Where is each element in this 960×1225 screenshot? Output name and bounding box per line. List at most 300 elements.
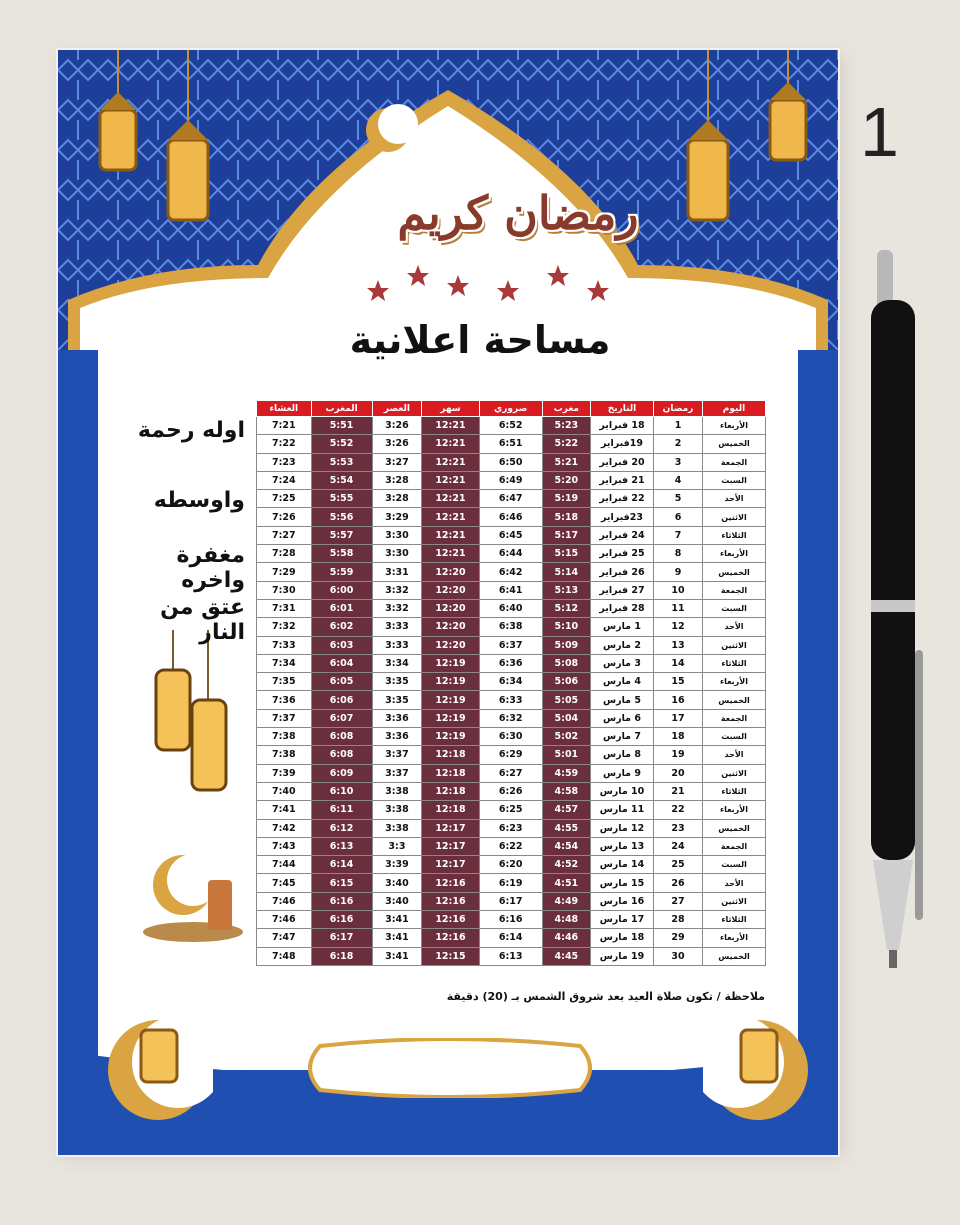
table-cell: 6:20 bbox=[479, 856, 542, 874]
table-row bbox=[257, 490, 766, 508]
table-cell: الاثنين bbox=[703, 892, 766, 910]
table-row bbox=[257, 618, 766, 636]
table-cell: 6:51 bbox=[479, 435, 542, 453]
table-cell: 9 bbox=[654, 563, 703, 581]
hanging-lanterns-left-icon bbox=[78, 50, 238, 280]
side-text-line: مغفرة واخره bbox=[176, 543, 245, 593]
table-cell: الأحد bbox=[703, 874, 766, 892]
table-cell: 28 فبراير bbox=[591, 599, 654, 617]
table-cell: 7:30 bbox=[257, 581, 312, 599]
table-cell: 7:23 bbox=[257, 453, 312, 471]
table-cell: 4:45 bbox=[542, 947, 590, 965]
table-cell: 7:46 bbox=[257, 892, 312, 910]
table-cell: 6:46 bbox=[479, 508, 542, 526]
table-cell: 12 bbox=[654, 618, 703, 636]
title-text: رمضان كريم bbox=[397, 186, 639, 240]
table-row bbox=[257, 563, 766, 581]
table-cell: 5:06 bbox=[542, 673, 590, 691]
table-cell: 6:06 bbox=[311, 691, 372, 709]
table-cell: 20 فبراير bbox=[591, 453, 654, 471]
table-cell: 12:21 bbox=[422, 453, 479, 471]
table-cell: 3:38 bbox=[372, 782, 422, 800]
table-row bbox=[257, 435, 766, 453]
table-cell: 3:31 bbox=[372, 563, 422, 581]
table-cell: 6:30 bbox=[479, 728, 542, 746]
table-cell: 7:22 bbox=[257, 435, 312, 453]
table-row bbox=[257, 801, 766, 819]
table-row bbox=[257, 709, 766, 727]
table-cell: 2 bbox=[654, 435, 703, 453]
table-cell: 6:08 bbox=[311, 746, 372, 764]
table-cell: 6:07 bbox=[311, 709, 372, 727]
table-cell: 7:25 bbox=[257, 490, 312, 508]
table-cell: 7:41 bbox=[257, 801, 312, 819]
bottom-label-frame bbox=[300, 1038, 600, 1098]
table-cell: 7:37 bbox=[257, 709, 312, 727]
table-cell: 7:24 bbox=[257, 471, 312, 489]
table-row bbox=[257, 728, 766, 746]
table-row bbox=[257, 929, 766, 947]
table-header-cell: صروري bbox=[479, 401, 542, 417]
table-cell: 4:58 bbox=[542, 782, 590, 800]
side-lanterns-icon bbox=[148, 630, 238, 830]
table-cell: 12:19 bbox=[422, 728, 479, 746]
table-cell: 3:35 bbox=[372, 691, 422, 709]
table-cell: 3 مارس bbox=[591, 654, 654, 672]
table-cell: 22 bbox=[654, 801, 703, 819]
table-cell: الثلاثاء bbox=[703, 654, 766, 672]
table-cell: 9 مارس bbox=[591, 764, 654, 782]
table-cell: 4:46 bbox=[542, 929, 590, 947]
table-cell: 7:45 bbox=[257, 874, 312, 892]
table-cell: 12:21 bbox=[422, 526, 479, 544]
table-cell: 14 bbox=[654, 654, 703, 672]
table-cell: 6:50 bbox=[479, 453, 542, 471]
table-cell: 8 bbox=[654, 545, 703, 563]
table-header-cell: التاريخ bbox=[591, 401, 654, 417]
table-cell: الاثنين bbox=[703, 508, 766, 526]
table-cell: 7 bbox=[654, 526, 703, 544]
table-cell: 6:52 bbox=[479, 417, 542, 435]
table-cell: 20 bbox=[654, 764, 703, 782]
table-row bbox=[257, 947, 766, 965]
table-cell: 25 bbox=[654, 856, 703, 874]
table-cell: 23فبراير bbox=[591, 508, 654, 526]
title-banner bbox=[358, 178, 678, 268]
table-cell: 6:25 bbox=[479, 801, 542, 819]
table-cell: 6:01 bbox=[311, 599, 372, 617]
table-cell: 3:38 bbox=[372, 819, 422, 837]
table-cell: 5:18 bbox=[542, 508, 590, 526]
table-cell: 5:54 bbox=[311, 471, 372, 489]
table-row bbox=[257, 417, 766, 435]
table-cell: 5:23 bbox=[542, 417, 590, 435]
table-cell: 6:22 bbox=[479, 837, 542, 855]
table-row bbox=[257, 654, 766, 672]
table-cell: 5:08 bbox=[542, 654, 590, 672]
pen-icon bbox=[855, 250, 945, 980]
table-header-cell: سهر bbox=[422, 401, 479, 417]
table-cell: 5:56 bbox=[311, 508, 372, 526]
table-cell: 22 فبراير bbox=[591, 490, 654, 508]
table-cell: 3:34 bbox=[372, 654, 422, 672]
table-cell: 15 bbox=[654, 673, 703, 691]
table-cell: 3:26 bbox=[372, 435, 422, 453]
table-cell: 3:39 bbox=[372, 856, 422, 874]
table-cell: 5:01 bbox=[542, 746, 590, 764]
table-cell: 12 مارس bbox=[591, 819, 654, 837]
table-cell: 5:04 bbox=[542, 709, 590, 727]
table-cell: 6:18 bbox=[311, 947, 372, 965]
table-cell: 12:17 bbox=[422, 856, 479, 874]
table-cell: 7:21 bbox=[257, 417, 312, 435]
table-cell: 6:36 bbox=[479, 654, 542, 672]
table-cell: 7:27 bbox=[257, 526, 312, 544]
table-cell: 3:30 bbox=[372, 526, 422, 544]
table-header-cell: اليوم bbox=[703, 401, 766, 417]
table-cell: 6:16 bbox=[311, 911, 372, 929]
table-cell: 5:58 bbox=[311, 545, 372, 563]
table-cell: 6:17 bbox=[479, 892, 542, 910]
table-cell: 7:35 bbox=[257, 673, 312, 691]
table-cell: الأربعاء bbox=[703, 929, 766, 947]
side-text-line: واوسطه bbox=[153, 488, 245, 513]
table-cell: 3:37 bbox=[372, 746, 422, 764]
table-body bbox=[257, 417, 766, 966]
table-cell: 18 فبراير bbox=[591, 417, 654, 435]
table-cell: 3:28 bbox=[372, 471, 422, 489]
table-cell: 7 مارس bbox=[591, 728, 654, 746]
table-cell: الخميس bbox=[703, 947, 766, 965]
table-cell: 19فبراير bbox=[591, 435, 654, 453]
table-cell: 11 bbox=[654, 599, 703, 617]
table-cell: 3:33 bbox=[372, 636, 422, 654]
table-cell: 12:20 bbox=[422, 599, 479, 617]
table-cell: 4:54 bbox=[542, 837, 590, 855]
table-cell: السبت bbox=[703, 728, 766, 746]
table-cell: 4:51 bbox=[542, 874, 590, 892]
table-row bbox=[257, 892, 766, 910]
table-cell: 5:21 bbox=[542, 453, 590, 471]
table-cell: 5:12 bbox=[542, 599, 590, 617]
table-cell: 27 فبراير bbox=[591, 581, 654, 599]
table-header-row bbox=[257, 401, 766, 417]
table-cell: 3:26 bbox=[372, 417, 422, 435]
table-cell: 11 مارس bbox=[591, 801, 654, 819]
table-cell: 5 مارس bbox=[591, 691, 654, 709]
table-cell: 3:37 bbox=[372, 764, 422, 782]
table-cell: 3:32 bbox=[372, 581, 422, 599]
footnote: ملاحظة / تكون صلاة العيد بعد شروق الشمس بـ (20) دقيقة bbox=[446, 990, 765, 1003]
table-cell: 6:45 bbox=[479, 526, 542, 544]
table-row bbox=[257, 636, 766, 654]
table-header-cell: العشاء bbox=[257, 401, 312, 417]
table-cell: 6:32 bbox=[479, 709, 542, 727]
table-cell: 6:09 bbox=[311, 764, 372, 782]
crescent-lantern-left-icon bbox=[103, 1000, 213, 1130]
table-cell: 6:26 bbox=[479, 782, 542, 800]
table-cell: 13 مارس bbox=[591, 837, 654, 855]
table-cell: 4:49 bbox=[542, 892, 590, 910]
table-cell: 3:29 bbox=[372, 508, 422, 526]
table-cell: 12:19 bbox=[422, 654, 479, 672]
table-cell: 6:41 bbox=[479, 581, 542, 599]
table-cell: 30 bbox=[654, 947, 703, 965]
table-cell: 16 مارس bbox=[591, 892, 654, 910]
table-cell: 15 مارس bbox=[591, 874, 654, 892]
table-cell: 1 bbox=[654, 417, 703, 435]
table-cell: 8 مارس bbox=[591, 746, 654, 764]
table-cell: 28 bbox=[654, 911, 703, 929]
table-cell: الخميس bbox=[703, 819, 766, 837]
table-cell: 7:29 bbox=[257, 563, 312, 581]
table-cell: 7:43 bbox=[257, 837, 312, 855]
table-cell: الأربعاء bbox=[703, 417, 766, 435]
table-cell: 3:41 bbox=[372, 911, 422, 929]
table-cell: 13 bbox=[654, 636, 703, 654]
table-cell: 5:13 bbox=[542, 581, 590, 599]
table-cell: 5:09 bbox=[542, 636, 590, 654]
table-cell: 7:48 bbox=[257, 947, 312, 965]
table-cell: السبت bbox=[703, 471, 766, 489]
table-cell: الخميس bbox=[703, 563, 766, 581]
table-cell: الثلاثاء bbox=[703, 782, 766, 800]
table-row bbox=[257, 691, 766, 709]
table-cell: 7:42 bbox=[257, 819, 312, 837]
table-cell: 7:38 bbox=[257, 746, 312, 764]
table-cell: الاثنين bbox=[703, 764, 766, 782]
table-cell: 6:10 bbox=[311, 782, 372, 800]
table-cell: 12:17 bbox=[422, 819, 479, 837]
table-cell: الثلاثاء bbox=[703, 526, 766, 544]
table-cell: 7:31 bbox=[257, 599, 312, 617]
table-cell: السبت bbox=[703, 856, 766, 874]
table-cell: 6:16 bbox=[311, 892, 372, 910]
table-cell: 12:17 bbox=[422, 837, 479, 855]
table-row bbox=[257, 746, 766, 764]
table-cell: الأحد bbox=[703, 490, 766, 508]
table-cell: الأربعاء bbox=[703, 545, 766, 563]
table-cell: 6:34 bbox=[479, 673, 542, 691]
table-cell: 6:04 bbox=[311, 654, 372, 672]
table-cell: 3:41 bbox=[372, 929, 422, 947]
table-cell: 7:47 bbox=[257, 929, 312, 947]
table-cell: 17 مارس bbox=[591, 911, 654, 929]
ad-space-heading: مساحة اعلانية bbox=[349, 318, 611, 362]
table-cell: 12:21 bbox=[422, 417, 479, 435]
page-number: 1 bbox=[860, 93, 899, 171]
table-cell: 12:15 bbox=[422, 947, 479, 965]
table-cell: 6:23 bbox=[479, 819, 542, 837]
table-cell: 7:38 bbox=[257, 728, 312, 746]
table-row bbox=[257, 856, 766, 874]
table-cell: 5:14 bbox=[542, 563, 590, 581]
table-cell: 7:40 bbox=[257, 782, 312, 800]
table-cell: 6:12 bbox=[311, 819, 372, 837]
table-cell: 4 مارس bbox=[591, 673, 654, 691]
table-cell: 2 مارس bbox=[591, 636, 654, 654]
prayer-timetable bbox=[256, 400, 766, 966]
table-cell: 27 bbox=[654, 892, 703, 910]
table-cell: 23 bbox=[654, 819, 703, 837]
table-cell: 3:36 bbox=[372, 728, 422, 746]
table-cell: 6:44 bbox=[479, 545, 542, 563]
table-cell: 5:22 bbox=[542, 435, 590, 453]
table-cell: 6:47 bbox=[479, 490, 542, 508]
table-cell: 12:21 bbox=[422, 545, 479, 563]
table-cell: 24 bbox=[654, 837, 703, 855]
table-cell: الجمعة bbox=[703, 837, 766, 855]
table-cell: 3:35 bbox=[372, 673, 422, 691]
table-cell: 5 bbox=[654, 490, 703, 508]
table-cell: 26 bbox=[654, 874, 703, 892]
table-cell: 12:21 bbox=[422, 471, 479, 489]
crescent-lantern-right-icon bbox=[703, 1000, 813, 1130]
table-cell: 6:00 bbox=[311, 581, 372, 599]
table-cell: 3:40 bbox=[372, 874, 422, 892]
table-cell: الثلاثاء bbox=[703, 911, 766, 929]
table-cell: 12:18 bbox=[422, 746, 479, 764]
table-cell: 12:21 bbox=[422, 508, 479, 526]
side-text-line: عتق من النار bbox=[160, 595, 245, 645]
table-cell: 1 مارس bbox=[591, 618, 654, 636]
table-cell: 12:16 bbox=[422, 892, 479, 910]
table-cell: 12:20 bbox=[422, 563, 479, 581]
table-cell: الأحد bbox=[703, 746, 766, 764]
table-cell: 6:49 bbox=[479, 471, 542, 489]
table-cell: 6:14 bbox=[311, 856, 372, 874]
table-cell: 6:16 bbox=[479, 911, 542, 929]
table-row bbox=[257, 599, 766, 617]
table-cell: 18 مارس bbox=[591, 929, 654, 947]
table-cell: 12:20 bbox=[422, 636, 479, 654]
table-header-cell: العصر bbox=[372, 401, 422, 417]
table-cell: 12:19 bbox=[422, 673, 479, 691]
table-cell: الجمعة bbox=[703, 581, 766, 599]
table-cell: 6:19 bbox=[479, 874, 542, 892]
table-cell: 4:48 bbox=[542, 911, 590, 929]
table-cell: 3:38 bbox=[372, 801, 422, 819]
table-cell: 12:21 bbox=[422, 490, 479, 508]
table-cell: 21 bbox=[654, 782, 703, 800]
table-cell: 17 bbox=[654, 709, 703, 727]
table-cell: 12:19 bbox=[422, 709, 479, 727]
table-cell: 5:10 bbox=[542, 618, 590, 636]
table-cell: 6:33 bbox=[479, 691, 542, 709]
table-cell: الاثنين bbox=[703, 636, 766, 654]
table-header-cell: رمضان bbox=[654, 401, 703, 417]
table-cell: 3:40 bbox=[372, 892, 422, 910]
table-row bbox=[257, 581, 766, 599]
table-cell: 12:16 bbox=[422, 911, 479, 929]
table-cell: 12:18 bbox=[422, 764, 479, 782]
table-cell: 6:15 bbox=[311, 874, 372, 892]
table-cell: 3 bbox=[654, 453, 703, 471]
table-cell: 3:32 bbox=[372, 599, 422, 617]
table-row bbox=[257, 545, 766, 563]
table-cell: الجمعة bbox=[703, 709, 766, 727]
table-cell: 3:41 bbox=[372, 947, 422, 965]
table-cell: 12:16 bbox=[422, 874, 479, 892]
table-cell: 3:3 bbox=[372, 837, 422, 855]
table-row bbox=[257, 673, 766, 691]
table-cell: 7:46 bbox=[257, 911, 312, 929]
table-cell: 6:29 bbox=[479, 746, 542, 764]
table-cell: 5:17 bbox=[542, 526, 590, 544]
table-cell: 4:59 bbox=[542, 764, 590, 782]
table-cell: 5:51 bbox=[311, 417, 372, 435]
table-cell: 7:44 bbox=[257, 856, 312, 874]
table-cell: 5:53 bbox=[311, 453, 372, 471]
table-row bbox=[257, 453, 766, 471]
table-cell: 3:27 bbox=[372, 453, 422, 471]
table-cell: 6:40 bbox=[479, 599, 542, 617]
table-cell: 12:20 bbox=[422, 581, 479, 599]
table-cell: الأربعاء bbox=[703, 673, 766, 691]
table-cell: 4:52 bbox=[542, 856, 590, 874]
table-cell: 12:20 bbox=[422, 618, 479, 636]
table-cell: 5:20 bbox=[542, 471, 590, 489]
table-cell: 6:37 bbox=[479, 636, 542, 654]
table-cell: 6:11 bbox=[311, 801, 372, 819]
table-cell: 5:57 bbox=[311, 526, 372, 544]
table-cell: 3:30 bbox=[372, 545, 422, 563]
table-cell: 5:59 bbox=[311, 563, 372, 581]
table-cell: 6 bbox=[654, 508, 703, 526]
table-cell: 19 مارس bbox=[591, 947, 654, 965]
table-cell: 5:15 bbox=[542, 545, 590, 563]
table-cell: 4:55 bbox=[542, 819, 590, 837]
table-cell: 7:28 bbox=[257, 545, 312, 563]
ramadan-table-icon bbox=[138, 840, 248, 950]
table-cell: 10 bbox=[654, 581, 703, 599]
table-cell: 5:19 bbox=[542, 490, 590, 508]
table-cell: 6 مارس bbox=[591, 709, 654, 727]
table-cell: 6:05 bbox=[311, 673, 372, 691]
table-cell: 10 مارس bbox=[591, 782, 654, 800]
table-cell: 3:33 bbox=[372, 618, 422, 636]
table-cell: 4 bbox=[654, 471, 703, 489]
table-cell: الخميس bbox=[703, 435, 766, 453]
table-row bbox=[257, 471, 766, 489]
table-row bbox=[257, 819, 766, 837]
table-cell: الجمعة bbox=[703, 453, 766, 471]
table-cell: الأربعاء bbox=[703, 801, 766, 819]
table-cell: 14 مارس bbox=[591, 856, 654, 874]
table-cell: 7:39 bbox=[257, 764, 312, 782]
table-row bbox=[257, 874, 766, 892]
table-cell: 6:08 bbox=[311, 728, 372, 746]
table-cell: 25 فبراير bbox=[591, 545, 654, 563]
table-cell: 19 bbox=[654, 746, 703, 764]
table-cell: 12:21 bbox=[422, 435, 479, 453]
table-cell: 3:36 bbox=[372, 709, 422, 727]
table-cell: 18 bbox=[654, 728, 703, 746]
table-header-cell: مغرب bbox=[542, 401, 590, 417]
table-cell: 5:55 bbox=[311, 490, 372, 508]
table-header-cell: المغرب bbox=[311, 401, 372, 417]
table-cell: 4:57 bbox=[542, 801, 590, 819]
table-cell: 5:52 bbox=[311, 435, 372, 453]
table-row bbox=[257, 911, 766, 929]
table-cell: 5:02 bbox=[542, 728, 590, 746]
table-cell: 26 فبراير bbox=[591, 563, 654, 581]
table-cell: 7:34 bbox=[257, 654, 312, 672]
table-cell: 6:27 bbox=[479, 764, 542, 782]
table-row bbox=[257, 508, 766, 526]
table-cell: 12:16 bbox=[422, 929, 479, 947]
table-cell: 12:18 bbox=[422, 801, 479, 819]
